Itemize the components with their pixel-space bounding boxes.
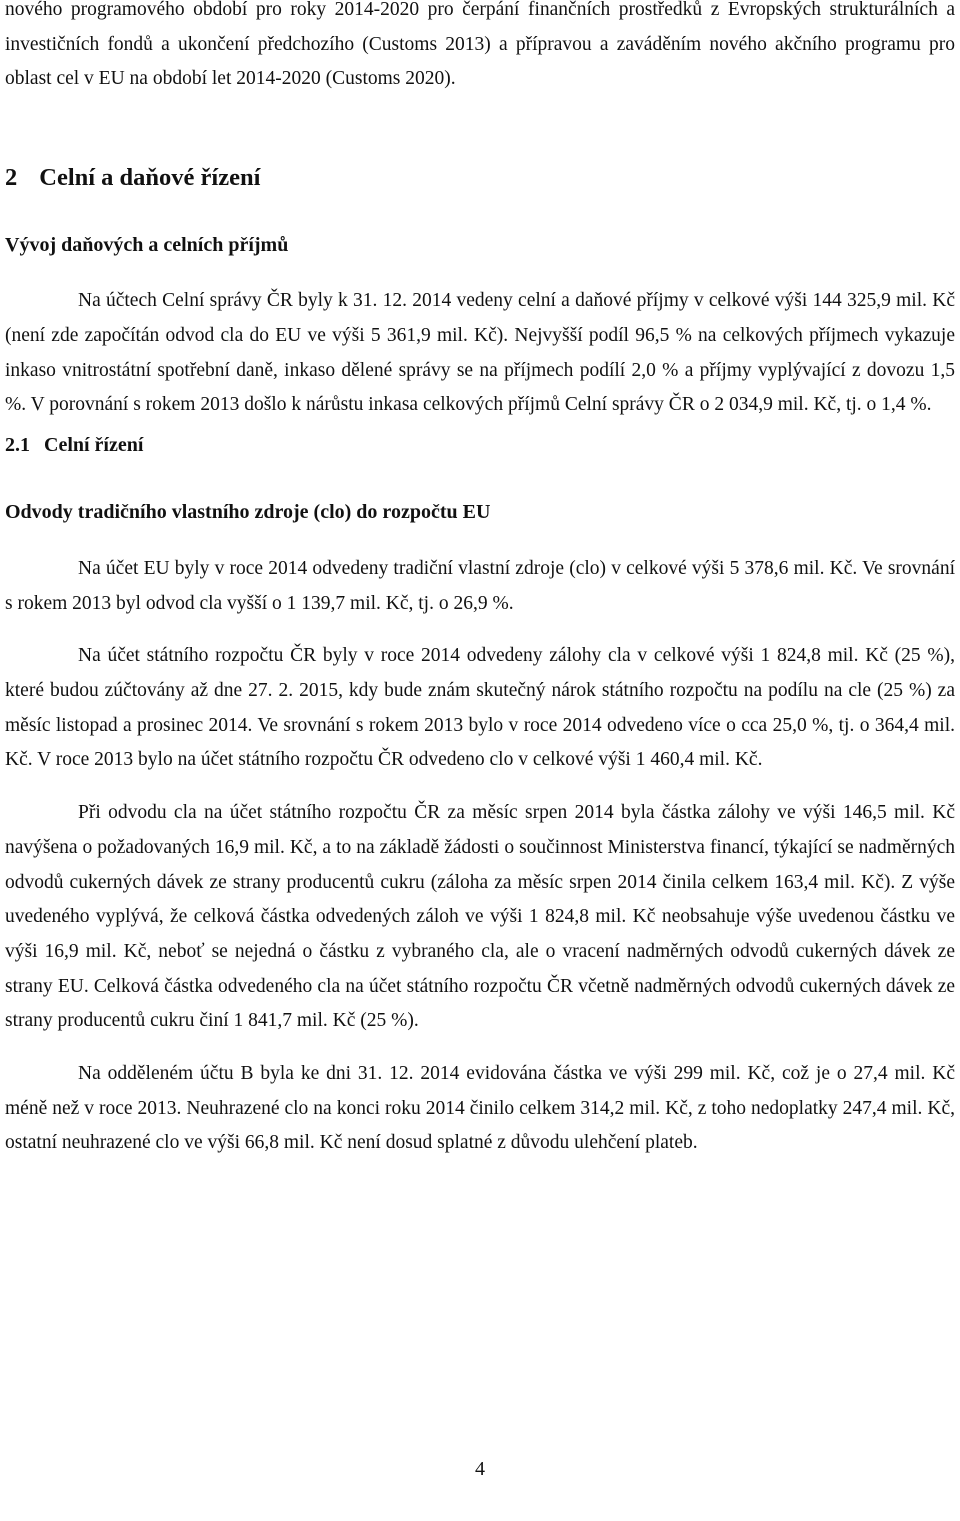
section-number: 2 — [5, 164, 18, 192]
subheading-revenue: Vývoj daňových a celních příjmů — [5, 234, 289, 257]
page-number: 4 — [475, 1458, 485, 1480]
paragraph-revenue: Na účtech Celní správy ČR byly k 31. 12. 2014 vedeny celní a daňové příjmy v celkové výši 144 325,9 mil. Kč (není zde započítán odvod cla do EU ve výši 5 361,9 mil. Kč). Nejvyšší podíl 96,5 % na celkových příjmech vykazuje inkaso vnitrostátní spotřební daně, inkaso dělené správy se na příjmech podílí 2,0 % a příjmy vyplývající z dovozu 1,5 %. V porovnání s rokem 2013 došlo k nárůstu inkasa celkových příjmů Celní správy ČR o 2 034,9 mil. Kč, tj. o 1,4 %. — [5, 290, 955, 416]
paragraph-state-budget: Na účet státního rozpočtu ČR byly v roce 2014 odvedeny zálohy cla v celkové výši 1 824,8 mil. Kč (25 %), které budou zúčtovány až dne 27. 2. 2015, kdy bude znám skutečný nárok státního rozpočtu na podílu na cle (25 %) za měsíc listopad a prosinec 2014. Ve srovnání s rokem 2013 bylo v roce 2014 odvedeno více o cca 25,0 %, tj. o 364,4 mil. Kč. V roce 2013 bylo na účet státního rozpočtu ČR odvedeno clo v celkové výši 1 460,4 mil. Kč. — [5, 645, 955, 771]
paragraph-account-b: Na odděleném účtu B byla ke dni 31. 12. 2014 evidována částka ve výši 299 mil. Kč, což je o 27,4 mil. Kč méně než v roce 2013. Neuhrazené clo na konci roku 2014 činilo celkem 314,2 mil. Kč, z toho nedoplatky 247,4 mil. Kč, ostatní neuhrazené clo ve výši 66,8 mil. Kč není dosud splatné z důvodu ulehčení plateb. — [5, 1063, 955, 1154]
section-number: 2.1 — [5, 433, 30, 456]
subheading-eu-contributions: Odvody tradičního vlastního zdroje (clo) do rozpočtu EU — [5, 500, 491, 523]
intro-paragraph: nového programového období pro roky 2014-2020 pro čerpání finančních prostředků z Evropských strukturálních a investičních fondů a ukončení předchozího (Customs 2013) a přípravou a zaváděním nového akčního programu pro oblast cel v EU na období let 2014-2020 (Customs 2020). — [5, 0, 955, 90]
section-heading-2-1 — [5, 428, 955, 462]
document-page — [5, 0, 955, 1161]
section-title: Celní řízení — [44, 433, 144, 456]
paragraph-eu-account: Na účet EU byly v roce 2014 odvedeny tradiční vlastní zdroje (clo) v celkové výši 5 378,6 mil. Kč. Ve srovnání s rokem 2013 byl odvod cla vyšší o 1 139,7 mil. Kč, tj. o 26,9 %. — [5, 557, 955, 614]
section-title: Celní a daňové řízení — [39, 164, 261, 192]
paragraph-august-advance: Při odvodu cla na účet státního rozpočtu ČR za měsíc srpen 2014 byla částka zálohy ve výši 146,5 mil. Kč navýšena o požadovaných 16,9 mil. Kč, a to na základě žádosti o součinnost Ministerstva financí, týkající se nadměrných odvodů cukerných dávek ze strany producentů cukru (záloha za měsíc srpen 2014 činila celkem 163,4 mil. Kč). Z výše uvedeného vyplývá, že celková částka odvedených záloh ve výši 1 824,8 mil. Kč neobsahuje výše uvedenou částku ve výši 16,9 mil. Kč, neboť se nejedná o částku z vybraného cla, ale o vracení nadměrných odvodů cukerných dávek ze strany EU. Celková částka odvedeného cla na účet státního rozpočtu ČR včetně nadměrných odvodů cukerných dávek ze strany producentů cukru činí 1 841,7 mil. Kč (25 %). — [5, 802, 955, 1032]
section-heading-2 — [5, 161, 955, 195]
